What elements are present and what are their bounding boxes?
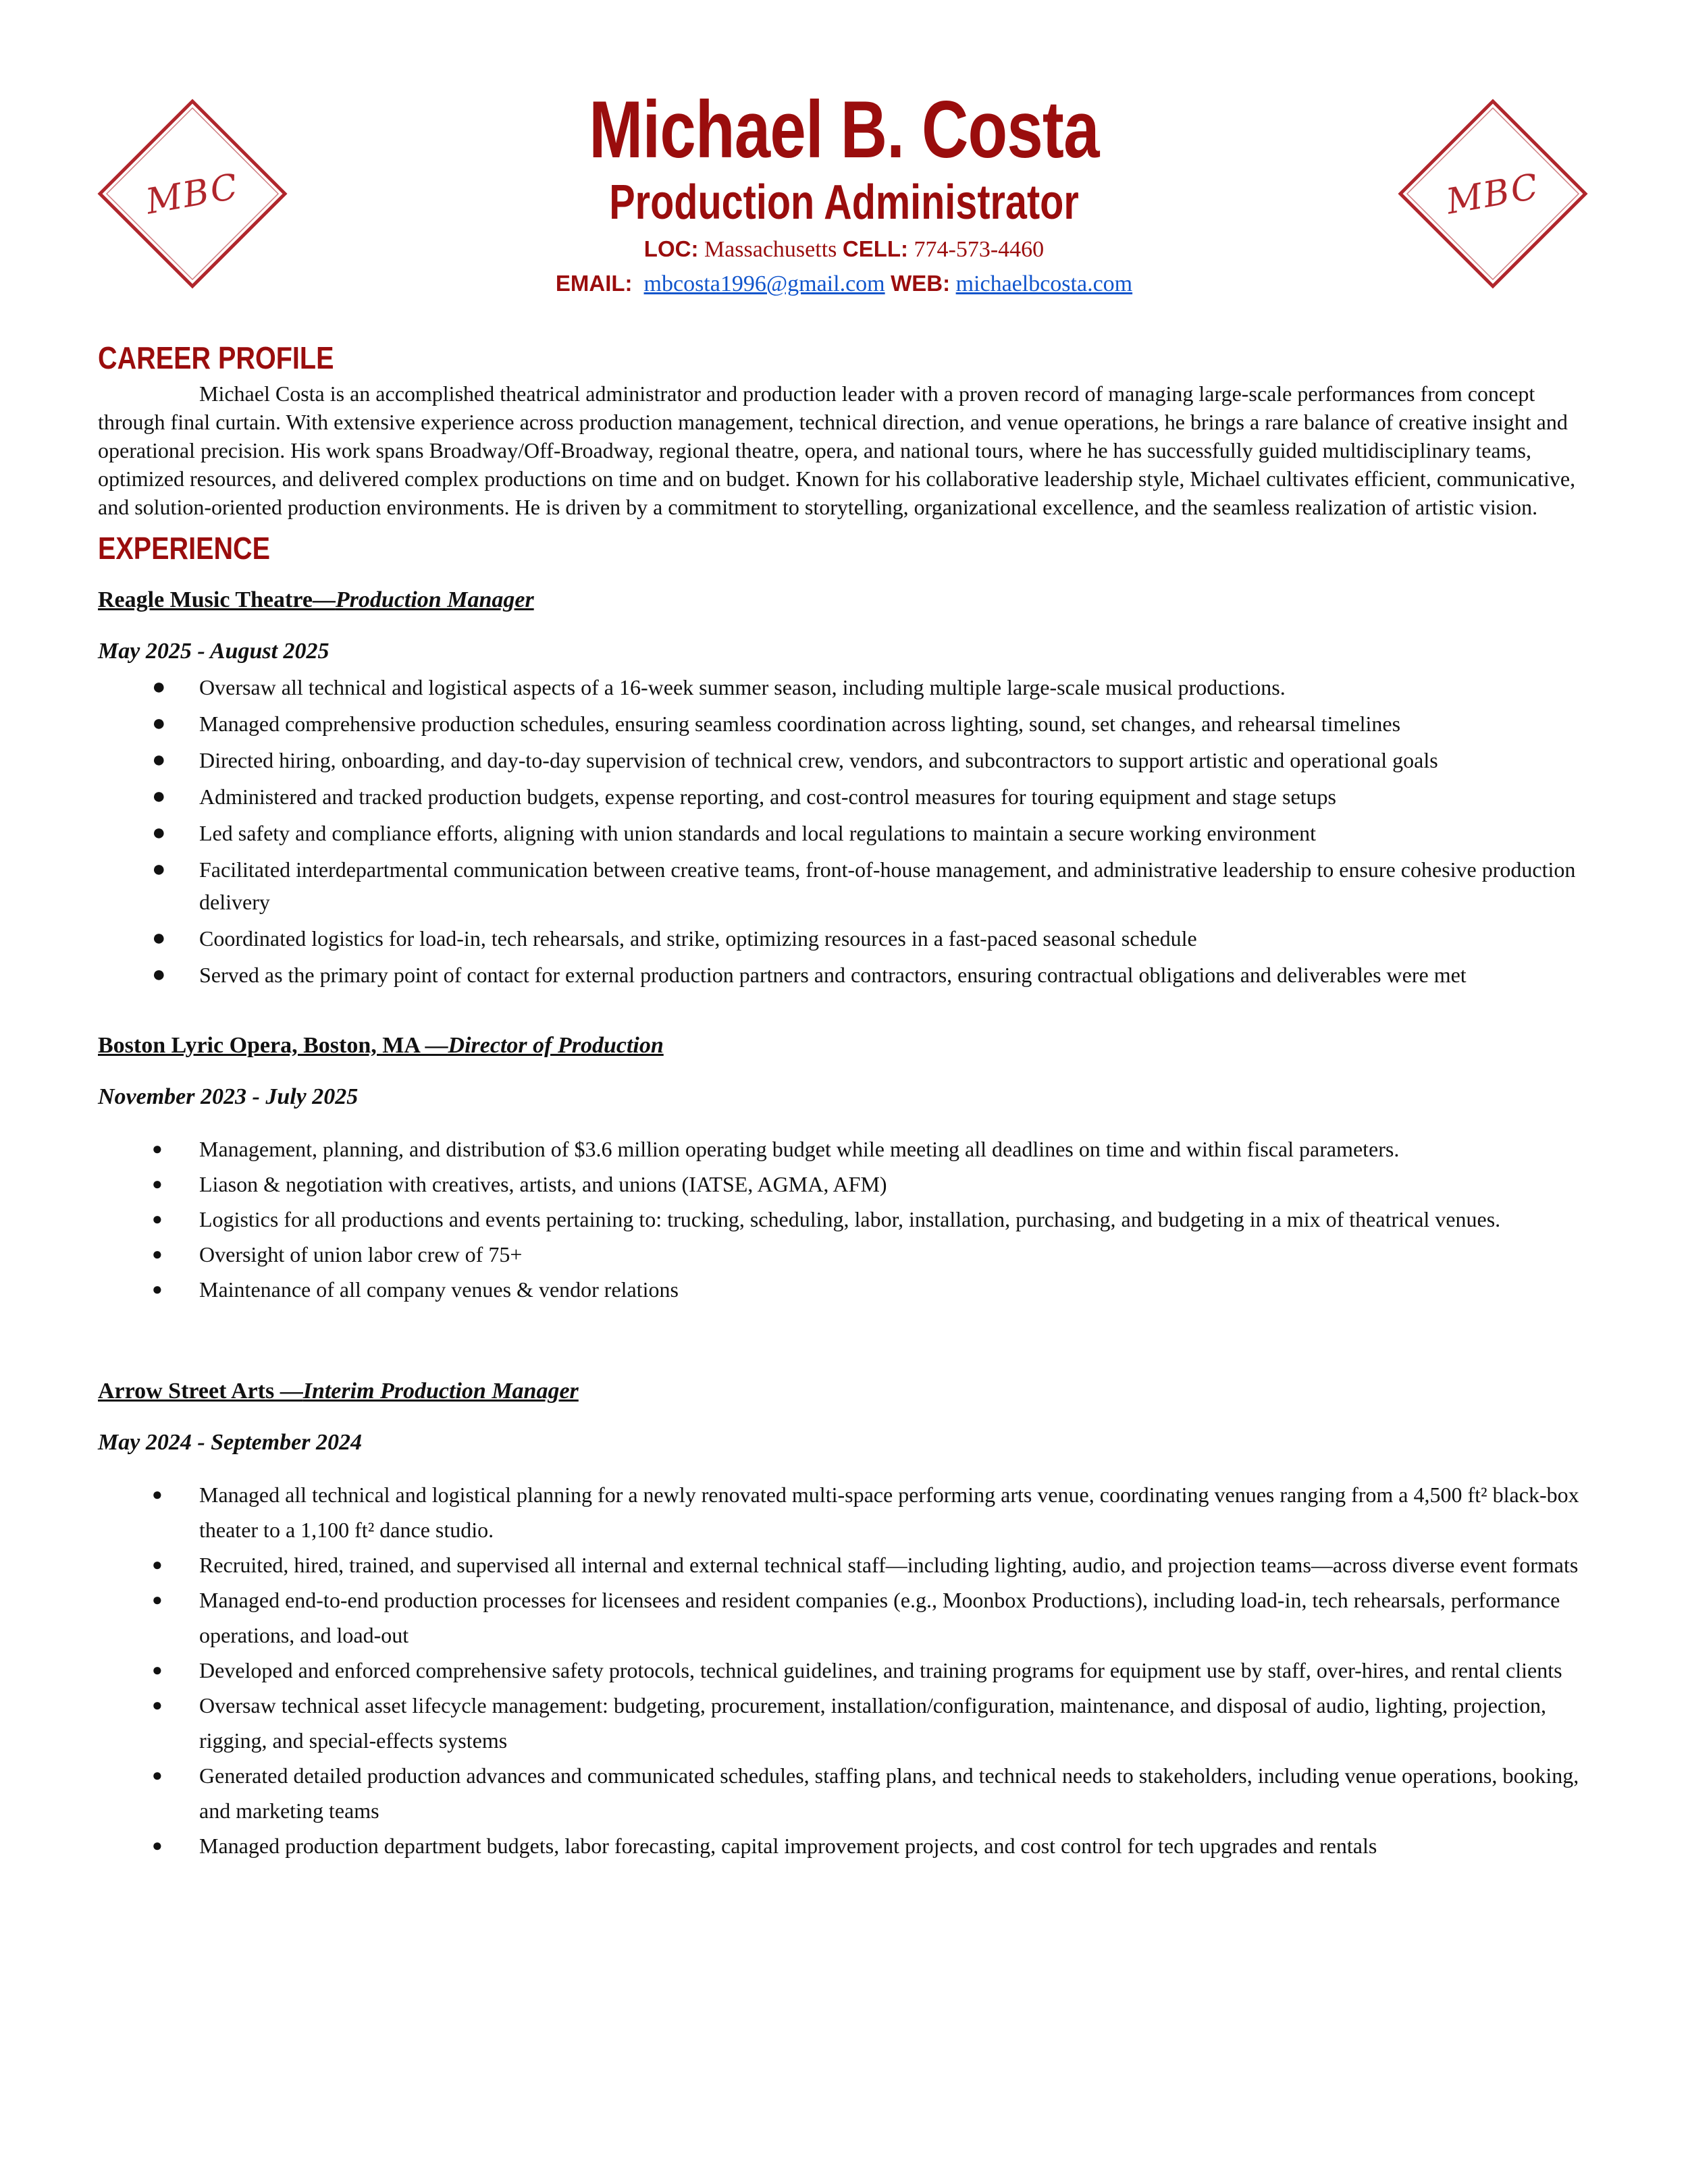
job-organization: Arrow Street Arts — [98, 1379, 303, 1404]
bullet-icon: ● [152, 1765, 163, 1785]
list-item: ● Oversaw technical asset lifecycle management: budgeting, procurement, installation/configuration, maintenance, and disposal of audio, lighting, projection, rigging, and special-effects systems [98, 1688, 1597, 1758]
list-item: ● Managed production department budgets, labor forecasting, capital improvement projects, and cost control for tech upgrades and rentals [98, 1828, 1597, 1863]
bullet-icon: ● [152, 747, 166, 772]
bullet-icon: ● [152, 1485, 163, 1504]
list-item: ● Managed comprehensive production schedules, ensuring seamless coordination across lighting, sound, set changes, and rehearsal timelines [98, 708, 1597, 740]
web-link[interactable]: michaelbcosta.com [955, 271, 1133, 296]
experience-heading: EXPERIENCE [98, 531, 271, 566]
job-role: Production Manager [335, 587, 534, 612]
bullet-icon: ● [152, 1695, 163, 1715]
web-label: WEB: [891, 271, 951, 296]
job-role: Interim Production Manager [302, 1379, 579, 1404]
list-item: ● Managed end-to-end production processes for licensees and resident companies (e.g., Moonbox Productions), including load-in, tech rehearsals, performance operations, and load-out [98, 1582, 1597, 1653]
bullet-icon: ● [152, 784, 166, 809]
job-dates: May 2025 - August 2025 [98, 639, 329, 664]
career-profile-text: Michael Costa is an accomplished theatrical administrator and production leader with a proven record of managing large-scale performances from concept through final curtain. With extensive experience across production management, technical direction, and venue operations, he brings a rare balance of creative insight and operational precision. His work spans Broadway/Off-Broadway, regional theatre, opera, and national tours, where he has successfully guided multidisciplinary teams, optimized resources, and delivered complex productions on time and on budget. Known for his collaborative leadership style, Michael cultivates efficient, communicative, and solution-oriented production environments. He is driven by a commitment to storytelling, organizational excellence, and the seamless realization of artistic vision. [98, 381, 1576, 519]
job-header [98, 1029, 1597, 1063]
contact-line-1 [0, 232, 1688, 267]
job-header [98, 1375, 1597, 1408]
job-bullets [98, 1477, 1597, 1863]
logo-monogram-text: MBC [142, 166, 242, 223]
list-item: ● Generated detailed production advances and communicated schedules, staffing plans, and technical needs to stakeholders, including venue operations, booking, and marketing teams [98, 1758, 1597, 1828]
bullet-icon: ● [152, 1174, 163, 1194]
cell-value: 774-573-4460 [914, 237, 1045, 262]
job-entry [98, 1375, 1597, 1863]
job-dates: May 2024 - September 2024 [98, 1430, 362, 1455]
bullet-icon: ● [152, 711, 166, 736]
bullet-icon: ● [152, 962, 166, 987]
list-item: ● Led safety and compliance efforts, aligning with union standards and local regulations to maintain a secure working environment [98, 817, 1597, 849]
job-header [98, 583, 1597, 617]
list-item: ● Served as the primary point of contact for external production partners and contractors, ensuring contractual obligations and deliverables were met [98, 959, 1597, 991]
resume-header [0, 82, 1688, 301]
candidate-title: Production Administrator [609, 176, 1079, 230]
bullet-icon: ● [152, 1555, 163, 1574]
job-role: Director of Production [448, 1033, 664, 1058]
candidate-name: Michael B. Costa [589, 84, 1099, 175]
list-item: ● Administered and tracked production budgets, expense reporting, and cost-control measures for touring equipment and stage setups [98, 780, 1597, 813]
list-item: ● Liason & negotiation with creatives, artists, and unions (IATSE, AGMA, AFM) [98, 1167, 1597, 1202]
logo-monogram-text: MBC [1443, 166, 1543, 223]
cell-label: CELL: [842, 236, 909, 261]
email-link[interactable]: mbcosta1996@gmail.com [643, 271, 885, 296]
bullet-icon: ● [152, 1244, 163, 1264]
list-item: ● Developed and enforced comprehensive safety protocols, technical guidelines, and training programs for equipment use by staff, over-hires, and rental clients [98, 1653, 1597, 1688]
bullet-icon: ● [152, 674, 166, 699]
list-item: ● Managed all technical and logistical planning for a newly renovated multi-space performing arts venue, coordinating venues ranging from a 4,500 ft² black-box theater to a 1,100 ft² dance studio. [98, 1477, 1597, 1547]
bullet-icon: ● [152, 820, 166, 845]
list-item: ● Management, planning, and distribution of $3.6 million operating budget while meeting all deadlines on time and within fiscal parameters. [98, 1131, 1597, 1167]
bullet-icon: ● [152, 1660, 163, 1680]
list-item: ● Recruited, hired, trained, and supervised all internal and external technical staff—including lighting, audio, and projection teams—across diverse event formats [98, 1547, 1597, 1582]
job-bullets [98, 1131, 1597, 1307]
resume-body [98, 338, 1597, 1863]
job-organization: Reagle Music Theatre— [98, 587, 336, 612]
list-item: ● Oversaw all technical and logistical aspects of a 16-week summer season, including multiple large-scale musical productions. [98, 671, 1597, 703]
list-item: ● Maintenance of all company venues & vendor relations [98, 1272, 1597, 1307]
list-item: ● Oversight of union labor crew of 75+ [98, 1237, 1597, 1272]
list-item: ● Directed hiring, onboarding, and day-to-day supervision of technical crew, vendors, and subcontractors to support artistic and operational goals [98, 744, 1597, 776]
bullet-icon: ● [152, 1590, 163, 1609]
bullet-icon: ● [152, 1139, 163, 1158]
bullet-icon: ● [152, 1279, 163, 1299]
bullet-icon: ● [152, 1209, 163, 1229]
bullet-icon: ● [152, 1836, 163, 1855]
email-label: EMAIL: [555, 271, 633, 296]
career-profile-heading: CAREER PROFILE [98, 340, 334, 375]
job-entry [98, 1029, 1597, 1307]
list-item: ● Facilitated interdepartmental communication between creative teams, front-of-house management, and administrative leadership to ensure cohesive production delivery [98, 853, 1597, 918]
loc-label: LOC: [643, 236, 699, 261]
job-bullets [98, 671, 1597, 991]
job-organization: Boston Lyric Opera, Boston, MA — [98, 1033, 448, 1058]
list-item: ● Coordinated logistics for load-in, tech rehearsals, and strike, optimizing resources in a fast-paced seasonal schedule [98, 922, 1597, 955]
job-entry [98, 583, 1597, 991]
bullet-icon: ● [152, 857, 166, 882]
bullet-icon: ● [152, 926, 166, 951]
job-dates: November 2023 - July 2025 [98, 1084, 359, 1109]
contact-line-2 [0, 267, 1688, 301]
loc-value: Massachusetts [704, 237, 837, 262]
list-item: ● Logistics for all productions and events pertaining to: trucking, scheduling, labor, installation, purchasing, and budgeting in a mix of theatrical venues. [98, 1202, 1597, 1237]
